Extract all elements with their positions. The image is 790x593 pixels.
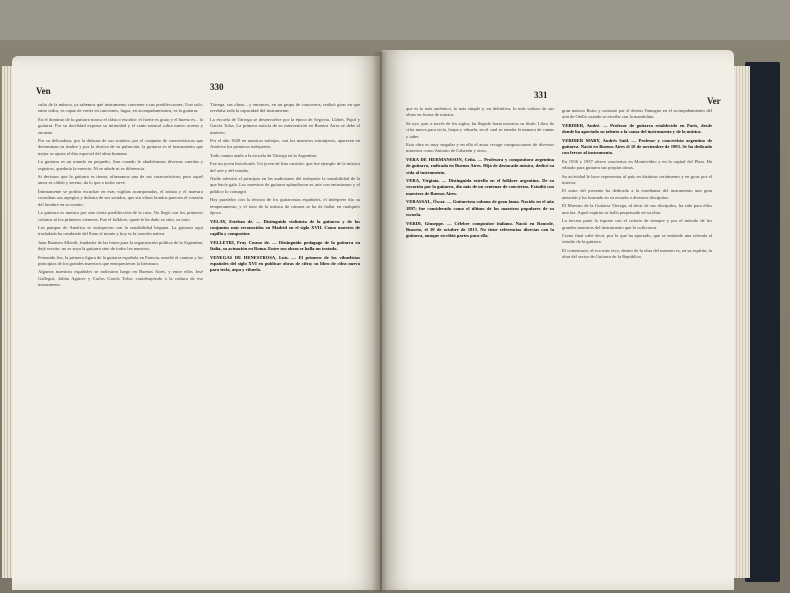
- right-column-1: [406, 106, 554, 242]
- paragraph: Como final cabe decir, por lo que ha aportado, que se entiende una ofrenda al estudio de la guitarra.: [562, 232, 712, 245]
- right-page-number: 331: [534, 90, 548, 100]
- left-column-2: [210, 102, 360, 276]
- paragraph: que es lo más auténtico, lo más simple y, en definitiva, lo más valioso de sus obras en forma de música.: [406, 106, 554, 118]
- dictionary-entry: VERA DE HERMANSSON, Celia. — Profesora y compositora argentina de guitarra, radicada en Buenos Aires. Hija de destacado músico, dedicó su vida al instrumento.: [406, 156, 554, 175]
- book-cover-right: [745, 62, 780, 582]
- paragraph: Juan Bautista Alberdi, fundador de las bases para la organización política de la Argentina, dejó escrito: no es suya la guitarra sino de todos los nuestros.: [38, 239, 203, 252]
- paragraph: Las pampas de América se enriquecen con la sensibilidad hispana. La guitarra aquí trasladada ha cambiado del llano al monte y hoy es la canción nativa.: [38, 224, 203, 237]
- paragraph: Si decimos que la guitarra es tierna, afirmamos una de sus características; pero aquel amor es cálido y sereno, da lo que a todos sirve.: [38, 174, 203, 186]
- paragraph: Nadie advirtió al principio en las audiciones del intérprete la sensibilidad de la que hacía gala. Los maestros de guitarra aplaudieron su arte con entusiasmo y el público lo consagró.: [210, 176, 360, 194]
- dictionary-entry: VELAY, Esteban de. — Distinguido violinista de la guitarra y de los conjuntos más reconocidos en Madrid en el siglo XVII. Como maestro de capilla y compositor.: [210, 218, 360, 237]
- paragraph: Todo cuanto atañe a la escuela de Tárrega en la Argentina.: [210, 152, 318, 158]
- paragraph: Algunos maestros españoles se radicaron luego en Buenos Aires, y entre ellos José Gallegos, Julián Aguirre y Carlos García Tolsa; contribuyendo a la cultura de ese instrumento.: [38, 269, 203, 288]
- right-column-2: [562, 108, 712, 263]
- paragraph: Por el año 1920 en nuestros trabajos, con los maestros extranjeros, aparecen en América los primeros intérpretes.: [210, 138, 360, 150]
- paragraph: El comentario, el eco más vivo, dentro de la obra del maestro es, en su espíritu, la obra del sector de Guitarra de la República.: [562, 247, 713, 260]
- paragraph: En 1936 y 1937 ofrece conciertos en Montevideo y en la capital del Plata. Ha editado para guitarra sus propias obras.: [562, 158, 712, 171]
- dictionary-entry: VELLETRI, Fray Cosmo de. — Distinguido pedagogo de la guitarra en Italia, su actuación en Roma. Entre sus obras se halla un tratado.: [210, 239, 360, 252]
- paragraph: La guitarra es un mundo en pequeño. Aun cuando le añadiéramos diversas cuerdas y registros, quedaría la esencia. Ni se añade ni se diferencia.: [38, 159, 203, 171]
- paragraph: Esta obra es muy singular y en ella el autor recoge composiciones de diversos maestros como Antonio de Cabezón y otros.: [406, 142, 554, 154]
- paragraph: Su actividad le hace representar al país en distintos certámenes y en giras por el interior.: [562, 173, 712, 186]
- paragraph: Se oye, que, a través de los siglos, ha llegado hasta nosotros su título: Libro de cifra nueva para tecla, harpa y vihuela, en el cual se enseña la manera de cantar y tañer.: [406, 120, 554, 139]
- paragraph: El Maestro de la Guitarra Tárrega, al decir de sus discípulos, ha sido para ellos una luz. Aquel espíritu se halla perpetuado en su obra.: [562, 203, 712, 215]
- left-column-1: [38, 102, 203, 291]
- dictionary-entry: VERDIER, André. — Profesor de guitarra establecido en París, desde donde ha aportado su talento a la causa del instrumento y de la música.: [562, 122, 712, 135]
- dictionary-entry: VENEGAS DE HENESTROSA, Luis. — El primero de los vihuelistas españoles del siglo XVI en publicar obras de cifra; su libro de cifra nueva para tecla, arpa y vihuela.: [210, 254, 360, 273]
- paragraph: En el dominio de la guitarra marca el clásico exordio: el fuerte es grato y el bueno es... la guitarra. Por su docilidad expresa su intimidad y el canto natural cobra nuevo acento y encanto.: [38, 116, 203, 135]
- paragraph: La escuela de Tárrega se desenvuelve por la época de Segovia, Llobet, Pujol y García Tolsa. La primera noticia de su intervención en Buenos Aires se debe al maestro.: [210, 116, 360, 135]
- paragraph: Fue un joven barcelonés. Un joven de fino carácter, que fue ejemplo de la mística del arte y del estudio.: [210, 161, 360, 173]
- table-background-top: [0, 0, 790, 40]
- paragraph: Íntimamente se podría escuchar en esas vigilias acompasadas, el artista y el maestro consultan sus arpegios y dulzura de sus sonidos, que sin vibrar hondos parecen el corazón del hombre en su acento.: [38, 188, 203, 207]
- right-page: [382, 50, 734, 590]
- paragraph: Por su delicadeza, por la dulzura de sus sonidos, por el conjunto de características que determinan su timbre y por la técnica de su pulsación, la guitarra es el instrumento que mejor se ajusta al dúo espacial del alma humana.: [38, 138, 203, 156]
- paragraph: La tercera parte la expone con el criterio de siempre y por el método de los grandes maestros del instrumento que lo cultivaron.: [562, 218, 712, 230]
- dictionary-entry: VERDIER MARY, Andrés Saúl. — Profesor y concertista argentino de guitarra. Nació en Buenos Aires el 18 de noviembre de 1903. Se ha dedicado con fervor al instrumento.: [562, 137, 712, 156]
- paragraph: Tárrega, sus obras... y entonces, en un grupo de conciertos, realizó giras en que revelaba toda la capacidad del instrumento.: [210, 102, 360, 114]
- paragraph: culto de la música, ya sabemos qué instrumento conviene a sus predilecciones. Uno solo, entre todos, es capaz de verter en canciones, fugas, en acompañamientos, es la guitarra.: [38, 102, 203, 114]
- left-page: [12, 56, 380, 590]
- left-page-number: 330: [210, 82, 224, 92]
- book-gutter: [372, 52, 388, 592]
- paragraph: La guitarra es nuestra por una cierta predilección de la raza. No llegó con los primeros colonos ni los primeros vieneses. Fue el folklore, quien le ha dado su sitio, su tono.: [38, 210, 203, 222]
- right-running-head: Ver: [707, 96, 721, 106]
- dictionary-entry: VERA, Virginia. — Distinguida estrella en el folklore argentino. De su vocación por la guitarra, dio más de un centenar de conciertos. Estudió con maestros de Buenos Aires.: [406, 178, 554, 196]
- dictionary-entry: VERASSAL, Óscar. — Guitarrista cubano de gran fama. Nacido en el año 1897; fue considerado como el último de los maestros populares de su escuela.: [406, 199, 554, 218]
- left-running-head: Ven: [36, 86, 51, 96]
- paragraph: Fernando Sor, la primera figura de la guitarra española en Francia, enseñó el camino y los principios de los grandes maestros que enriquecieron la literatura.: [38, 254, 204, 266]
- dictionary-entry: VERDI, Giuseppe. — Célebre compositor italiano. Nació en Roncole, Busseto, el 10 de octubre de 1813. No tiene referencias directas con la guitarra, aunque escribió partes para ella.: [406, 220, 554, 239]
- paragraph: El autor del presente ha dedicado a la enseñanza del instrumento una gran atención y ha formado en su escuela a diversos discípulos.: [562, 188, 712, 200]
- paragraph: Hay paralelos con la técnica de los guitarristas españoles, el intérprete dio su temperamento, y el tono de la música de cámara se ha de hallar en cualquier época.: [210, 197, 360, 216]
- paragraph: gran músico Boito y contrató por el divino Tamagno en el acompañamiento del aria de Otello cuando se escribe con la mandolina.: [562, 108, 712, 120]
